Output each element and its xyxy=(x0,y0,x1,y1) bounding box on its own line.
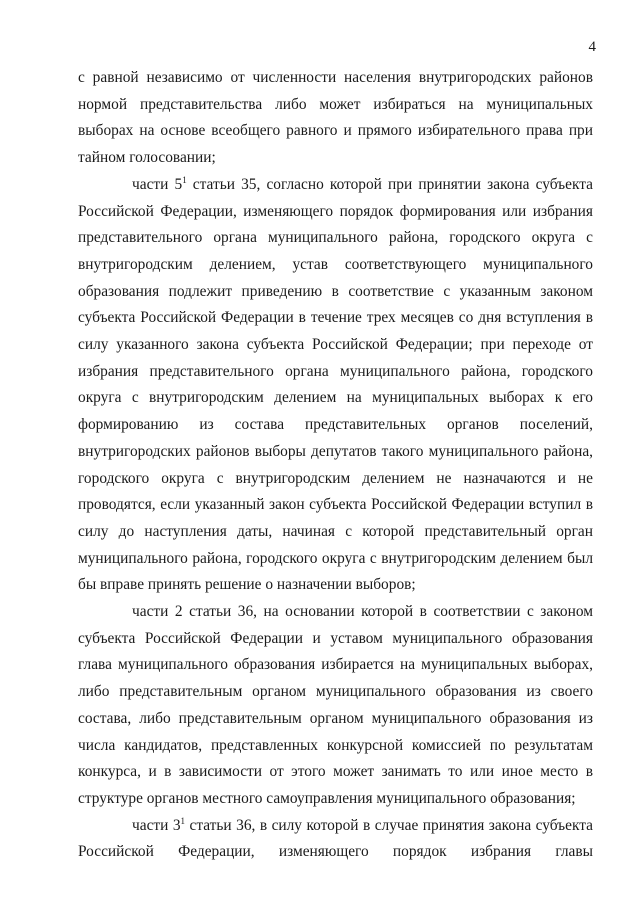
paragraph-prefix: части 5 xyxy=(132,175,183,193)
paragraph-prefix: части 3 xyxy=(132,816,181,834)
paragraph-text: статьи 35, согласно которой при принятии закона субъекта Российской Федерации, изменяющего порядок формирования или избрания представительного органа муниципального района, городского округа с внутригородским делением, устав соответствующего муниципального образования подлежит приведению в соответствие с указанным законом субъекта Российской Федерации в течение трех месяцев со дня вступления в силу указанного закона субъекта Российской Федерации; при переходе от избрания представительного органа муниципального района, городского округа с внутригородским делением на муниципальных выборах к его формированию из состава представительных органов поселений, внутригородских районов выборы депутатов такого муниципального района, городского округа с внутригородским делением не назначаются и не проводятся, если указанный закон субъекта Российской Федерации вступил в силу до наступления даты, начиная с которой представительный орган муниципального района, городского округа с внутригородским делением был бы вправе принять решение о назначении выборов; xyxy=(78,175,593,594)
paragraph-part-2-article-36 xyxy=(78,599,593,813)
page-number: 4 xyxy=(588,39,596,55)
paragraph-continuation xyxy=(78,65,593,172)
superscript: 1 xyxy=(182,174,187,185)
paragraph-part-5-1-article-35 xyxy=(78,172,593,599)
paragraph-text: части 2 статьи 36, на основании которой в соответствии с законом субъекта Российской Федерации и уставом муниципального образования глава муниципального образования избирается на муниципальных выборах, либо представительным органом муниципального образования из своего состава, либо представительным органом муниципального образования из числа кандидатов, представленных конкурсной комиссией по результатам конкурса, и в зависимости от этого может занимать то или иное место в структуре органов местного самоуправления муниципального образования; xyxy=(78,603,593,807)
superscript: 1 xyxy=(180,815,186,826)
document-body xyxy=(78,65,593,866)
paragraph-text: с равной независимо от численности населения внутригородских районов нормой представительства либо может избираться на муниципальных выборах на основе всеобщего равного и прямого избирательного права при тайном голосовании; xyxy=(78,69,593,167)
paragraph-text: статьи 36, в силу которой в случае принятия закона субъекта Российской Федерации, изменяющего порядок избрания главы xyxy=(78,816,593,861)
paragraph-part-3-1-article-36 xyxy=(78,813,593,866)
